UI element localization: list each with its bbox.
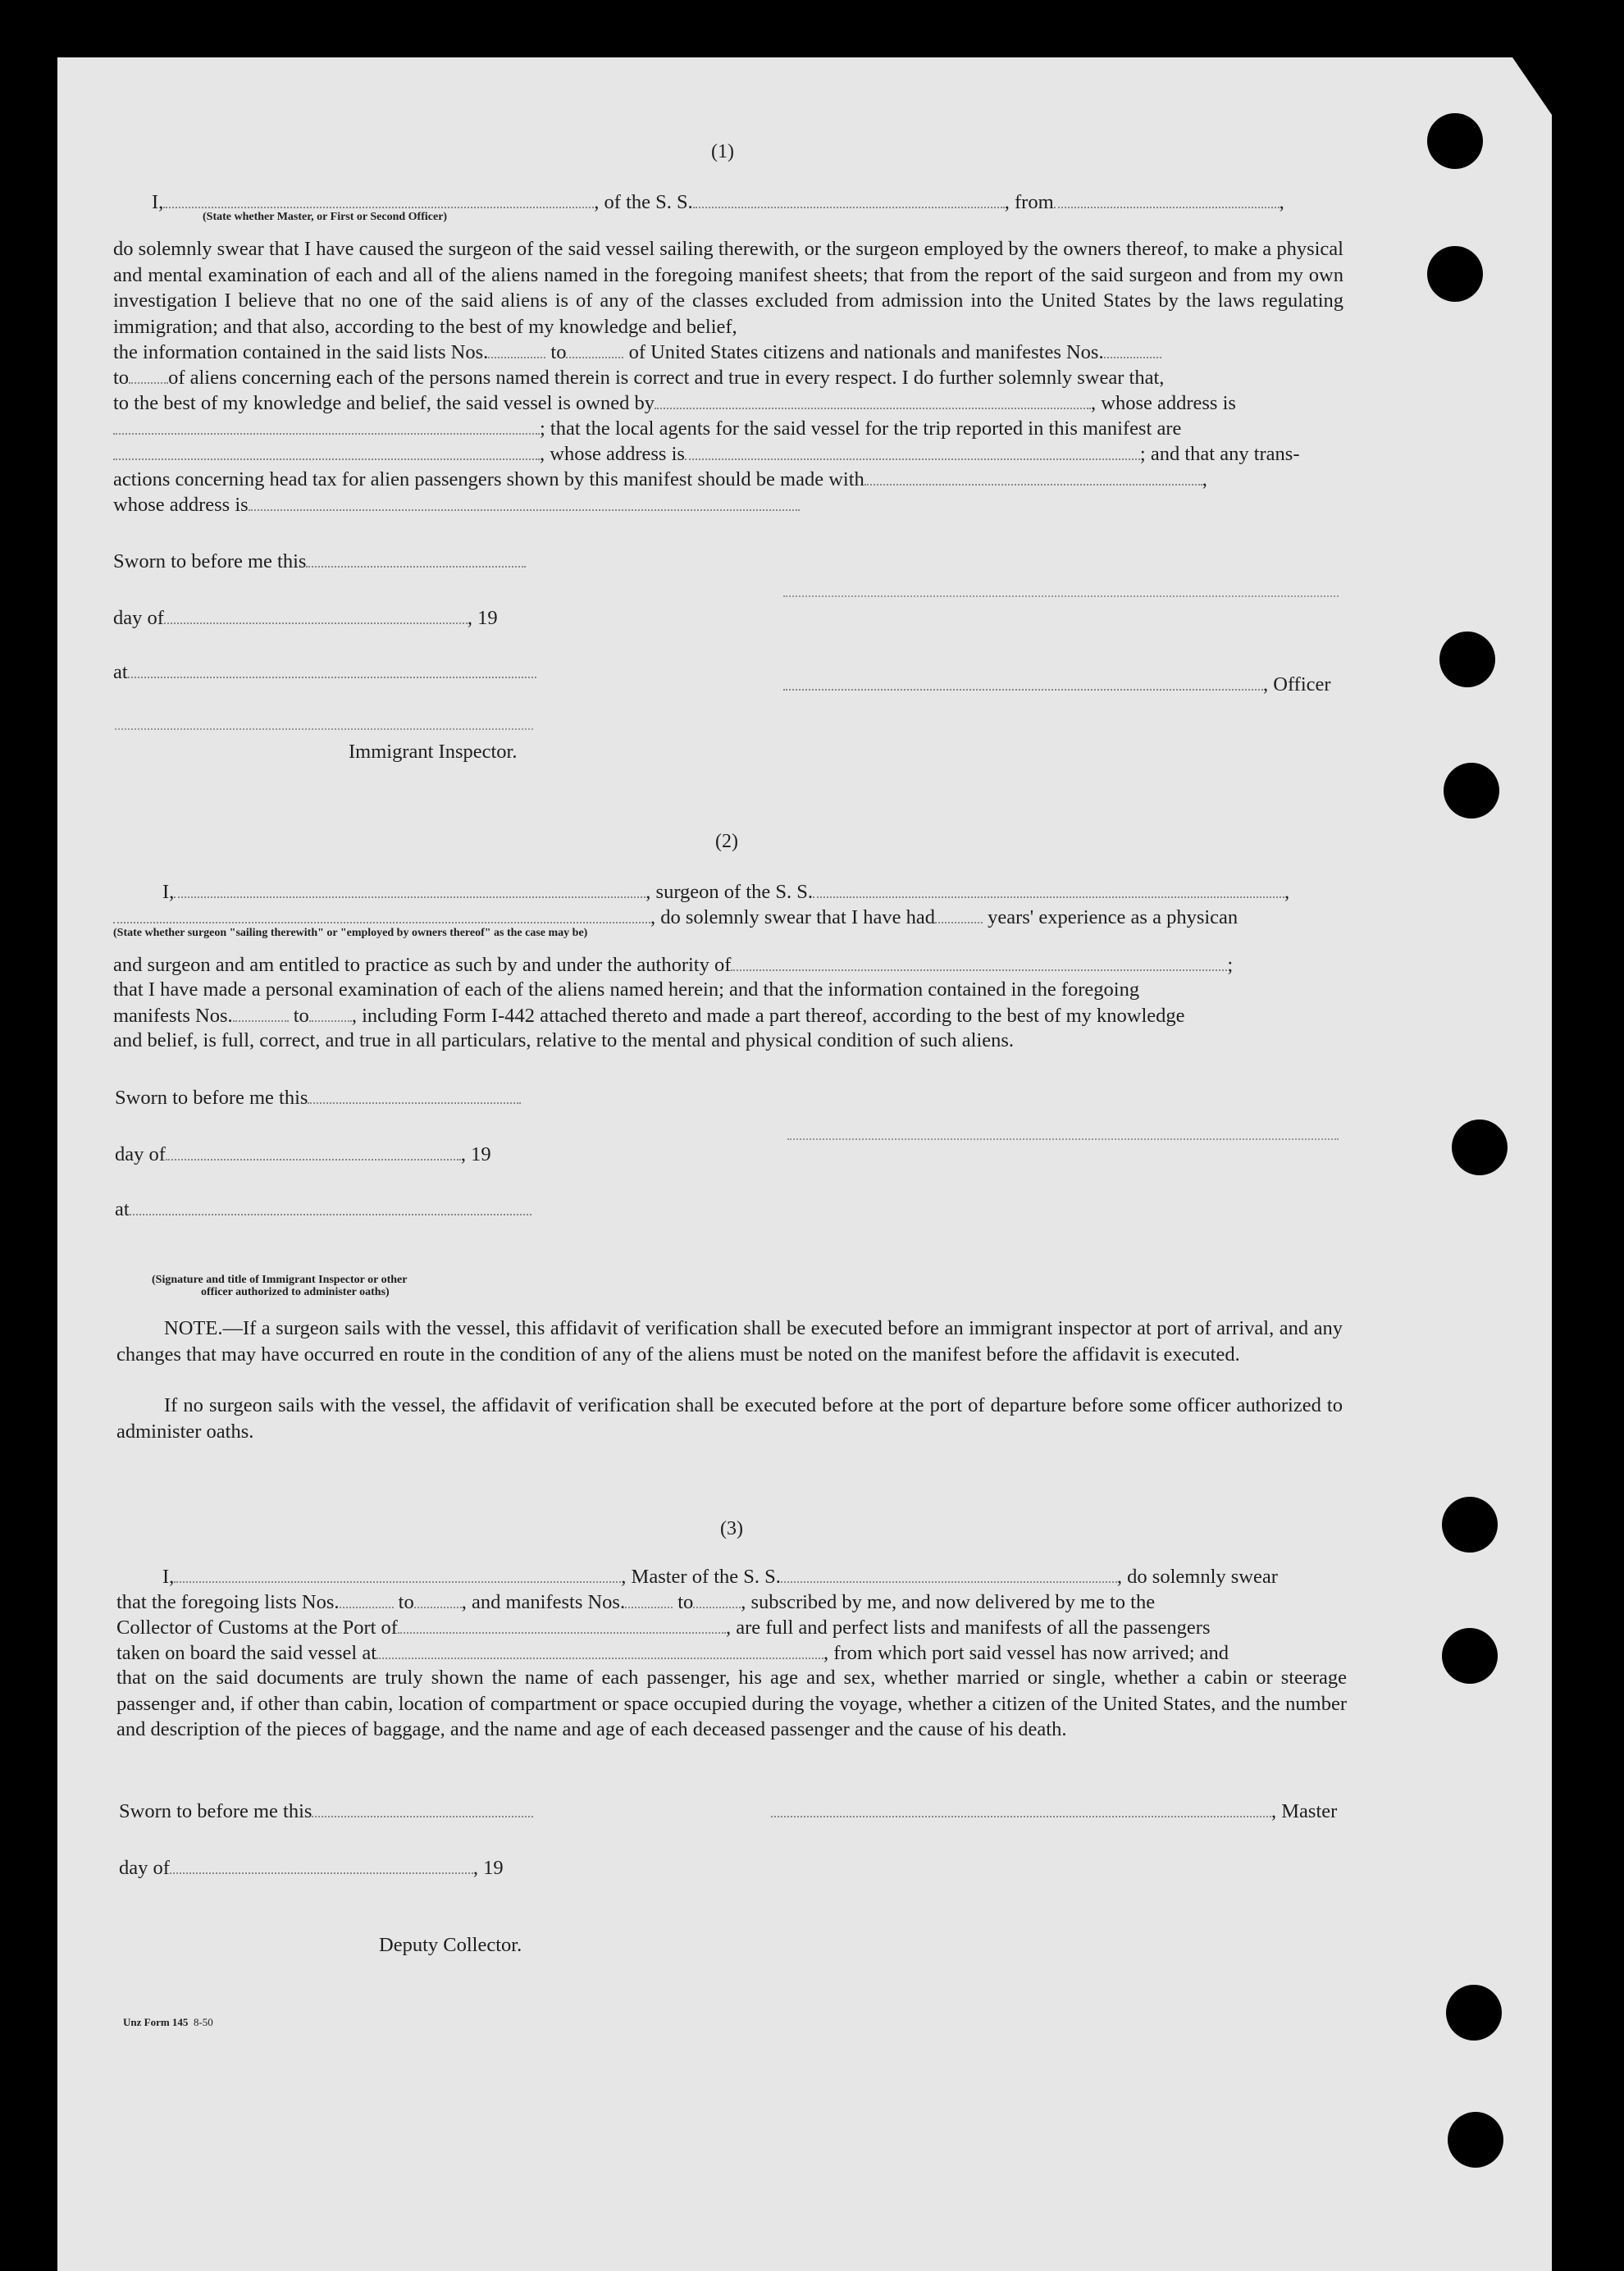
s3-list-from-field[interactable] [340,1589,394,1608]
s2-note-2: If no surgeon sails with the vessel, the affidavit of verification shall be executed before at the port of departure before some officer authorized to administer oaths. [116,1394,1343,1443]
punch-hole [1442,1628,1498,1684]
sig-note-1: (Signature and title of Immigrant Inspector or other [152,1274,408,1286]
s1-sworn-field[interactable] [306,548,526,568]
s2-signature-line[interactable] [787,1138,1339,1140]
s3-line-2: that the foregoing lists Nos. to , and manifests Nos. to , subscribed by me, and now delivered by me to the [116,1589,1155,1615]
s2-line-2: , do solemnly swear that I have had years' experience as a physican [113,904,1238,930]
s2-line-6: and belief, is full, correct, and true in all particulars, relative to the mental and physical condition of such aliens. [113,1029,1015,1051]
s1-inspector-label: Immigrant Inspector. [349,741,518,763]
citizen-list-from-field[interactable] [488,339,545,358]
agents-field[interactable] [113,440,540,460]
s3-body: that on the said documents are truly shown the name of each passenger, his age and sex, whether married or single, whether a cabin or steerage passenger and, if other than cabin, location of compartment or space occupied during the voyage, whether a citizen of the United States, and the number and description of the pieces of baggage, and the name and age of each deceased passenger and the cause of his death. [116,1667,1347,1740]
years-field[interactable] [935,904,983,923]
s3-day-of: day of , 19 [119,1854,504,1881]
s3-day-field[interactable] [170,1854,473,1874]
punch-hole [1427,113,1483,169]
surgeon-status-field[interactable] [113,904,650,923]
agents-address-field[interactable] [685,440,1140,460]
s1-at-field[interactable] [128,659,536,678]
s2-line-5: manifests Nos. to , including Form I-442 attached thereto and made a part thereof, according to the best of my knowledge [113,1002,1185,1028]
s1-line-address: ; that the local agents for the said vessel for the trip reported in this manifest are [113,415,1181,441]
s2-day-field[interactable] [166,1141,461,1161]
s3-manifest-to-field[interactable] [693,1589,741,1608]
manifest-from-field[interactable] [1104,339,1161,358]
taken-on-port-field[interactable] [376,1639,823,1659]
punch-hole [1452,1120,1508,1175]
s1-sworn: Sworn to before me this [113,548,526,574]
punch-hole [1446,1985,1502,2041]
vessel-name-field[interactable] [693,189,1005,208]
s2-line-4: that I have made a personal examination of each of the aliens named herein; and that the information contained in the foregoing [113,978,1140,1001]
section-1-heading: (1) [711,141,734,162]
punch-hole [1427,246,1483,302]
citizen-list-to-field[interactable] [566,339,623,358]
officer-name-field[interactable] [163,189,594,208]
punch-hole [1439,632,1495,687]
s1-day-field[interactable] [164,604,468,624]
owner-address-field[interactable] [113,415,540,435]
s1-at: at [113,659,536,685]
s2-sworn-field[interactable] [308,1084,521,1104]
surgeon-name-field[interactable] [174,878,645,898]
section-3-heading: (3) [720,1518,743,1539]
port-field[interactable] [398,1614,726,1634]
s1-line-1: I, , of the S. S. , from , [152,189,1284,215]
s2-at: at [115,1196,531,1222]
s1-signature-line[interactable] [783,595,1339,597]
s3-master-signature-field[interactable] [771,1798,1271,1817]
s2-at-field[interactable] [130,1196,531,1215]
s1-line-aliens: to of aliens concerning each of the persons named therein is correct and true in every respect. I do further solemnly swear that, [113,364,1164,390]
section-2-heading: (2) [715,831,738,852]
s1-line-whose: whose address is [113,491,800,518]
s3-sworn: Sworn to before me this [119,1798,533,1824]
s1-line-agents: , whose address is ; and that any trans- [113,440,1300,467]
s3-collector-label: Deputy Collector. [379,1934,522,1956]
punch-hole [1444,763,1499,819]
s1-line-info: the information contained in the said lists Nos. to of United States citizens and nationals and manifestes Nos. [113,339,1161,365]
master-name-field[interactable] [174,1563,621,1583]
owner-field[interactable] [655,390,1091,409]
sig-note-2: officer authorized to administer oaths) [201,1286,390,1298]
s3-list-to-field[interactable] [414,1589,462,1608]
s3-sworn-field[interactable] [312,1798,533,1817]
headtax-address-field[interactable] [249,491,800,511]
s3-master: , Master [771,1798,1337,1824]
s2-note-1: NOTE.—If a surgeon sails with the vessel, this affidavit of verification shall be executed before an immigrant inspector at port of arrival, and any changes that may have occurred en route in the condition of any of the aliens must be noted on the manifest before the affidavit is executed. [116,1317,1343,1366]
s3-line-3: Collector of Customs at the Port of , are full and perfect lists and manifests of all the passengers [116,1614,1211,1640]
form-number: Unz Form 145 8-50 [123,2016,213,2028]
s3-line-4: taken on board the said vessel at , from which port said vessel has now arrived; and [116,1639,1229,1666]
s2-sworn: Sworn to before me this [115,1084,521,1110]
s3-vessel-field[interactable] [781,1563,1117,1583]
s1-inspector-line[interactable] [115,728,533,730]
surgeon-note: (State whether surgeon "sailing therewith" or "employed by owners thereof" as the case may be) [113,927,588,939]
s2-day-of: day of , 19 [115,1141,491,1167]
s2-manifest-to-field[interactable] [309,1002,352,1022]
from-port-field[interactable] [1054,189,1280,208]
manifest-to-field[interactable] [129,364,168,384]
punch-hole [1448,2112,1503,2168]
s1-officer: , Officer [783,671,1331,697]
s1-body: do solemnly swear that I have caused the surgeon of the said vessel sailing therewith, or the surgeon employed by the owners thereof, to make a physical and mental examination of each and all of the aliens named in the foregoing manifest sheets; that from the report of the said surgeon and from my own investigation I believe that no one of the said aliens is of any of the classes excluded from admission into the United States by the laws regulating immigration; and that also, according to the best of my knowledge and belief, [113,238,1343,338]
headtax-field[interactable] [864,466,1202,486]
s1-line-headtax: actions concerning head tax for alien passengers shown by this manifest should be made with , [113,466,1207,492]
s3-line-1: I, , Master of the S. S. , do solemnly swear [162,1563,1278,1589]
s1-line-owner: to the best of my knowledge and belief, the said vessel is owned by , whose address is [113,390,1236,416]
punch-hole [1442,1497,1498,1553]
s2-manifest-from-field[interactable] [233,1002,289,1022]
s1-officer-field[interactable] [783,671,1263,691]
s1-day-of: day of , 19 [113,604,498,631]
authority-field[interactable] [731,951,1227,971]
s2-vessel-field[interactable] [813,878,1284,898]
s2-line-3: and surgeon and am entitled to practice as such by and under the authority of ; [113,951,1233,978]
s3-manifest-from-field[interactable] [625,1589,673,1608]
s2-line-1: I, , surgeon of the S. S. , [162,878,1289,905]
officer-note: (State whether Master, or First or Second Officer) [203,211,448,223]
